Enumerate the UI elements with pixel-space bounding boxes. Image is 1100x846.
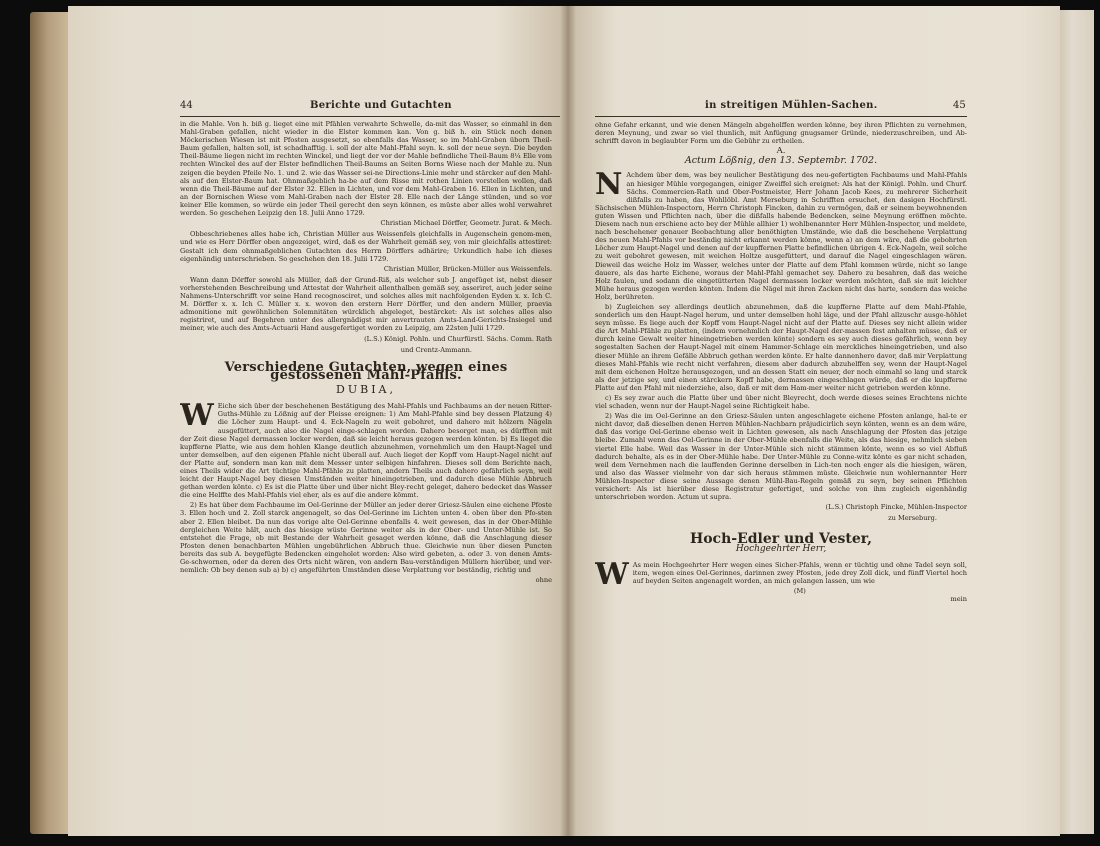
left-signature-1: Christian Michael Dörffer, Geometr. Jurat. & Mech.: [380, 219, 552, 228]
book-gutter: [560, 6, 576, 836]
left-para-1: in die Mahle. Von h. biß g. lieget eine mit Pfählen verwahrte Schwelle, da-mit das Wasser, so einmahl in den Mahl-Graben gefallen, nicht wieder in die Elster kommen kan. Von g. biß h. ein Stück noch denen Möckerischen Wiesen ist mit Pfosten ausgesetzt, so ebenfalls das Wasser, so im Mahl-Graben üborn Theil-Baum gefallen, halten soll, ist schadhafftig. i. soll der alte Mahl-Pfahl seyn. k. soll der neue seyn. Die beyden Theil-Bäume liegen nicht im rechten Winckel, und liegt der vor der Mahle befindliche Theil-Baum 8¼ Elle vom rechten Winckel des auf der Elster befindlichen Theil-Baums an Seiten Borns Wiese nach der Mahle zu. Nun zeigen die beyden Pfeile No. 1. und 2. wie das Wasser sei-ne Directions-Linie mehr und stärcker auf den Mahl-als auf den Elster-Baum hat. Ohnmaßgeblich ha-be auf dem Risse mit rothen Linien vorstellen wollen, daß wenn die Theil-Bäume auf der Elster 32. Ellen in Lichten, und vor dem Mahl-Graben 16. Ellen in Lichten, und an der Bornischen Wiese vom Mahl-Graben nach der Elster 28. Elle nach der Länge stünden, und so vor keiner Elle kommen, so würde ein jeder Theil gerecht den seyn können, es müste aber alles wohl verwahret werden. So geschehen Leipzig den 18. Julii Anno 1729.: [180, 120, 552, 218]
right-para-2: Achdem über dem, was bey neulicher Bestätigung des neu-gefertigten Fachbaums und Mahl-Pfahls an hiesiger Mühle vorgegangen, einiger Zweiffel sich ereignet: Als hat der Königl. Pohln. und Churf. Sächs. Commercien-Rath und Ober-Postmeister, Herr Johann Jacob Kees, zu mehrerer Sicherheit dißfalls zu haben, das Wohllöbl. Amt Merseburg in Schrifften ersuchet, den dasigen Hochfürstl. Sächsischen Mühlen-Inspectorn, Herrn Christoph Fincken, dahin zu vermögen, daß er seinem beywohnenden guten Wissen und Pflichten nach, über die dißfalls habende Bedencken, seine Meynung eröffnen möchte. Diesem nach nun erschiene acto bey der Mühle allhier 1) wohlbenannter Herr Mühlen-Inspector, und meldete, nach beschehener genauer Beobachtung aller benöthigten Umstände, wie daß die beschehene Verplattung des neuen Mahl-Pfahls vor beständig nicht erkannt werden könne, wenn a) an dem wäre, daß die gebohrten Löcher zum Haupt-Nagel und denen auf der kupffernen Platte befindlichen übrigen 4. Eck-Nageln, weil solche zu weit gebohret gewesen, mit weichen Holtze ausgefüttert, und darauf die Nagel eingeschlagen wären. Dieweil das weiche Holz im Wasser, welches unter der Platte auf dem Pfahl kommen würde, nicht so lange dauere, als das harte Eichene, woraus der Mahl-Pfahl gemachet sey. Dahero zu besahren, daß das weiche Holz faulen, und sodann die eingetütterten Nagel dermassen locker werden möchten, daß sie mit leichter Mühe heraus gezogen werden könten. Indem die Nägel mit ihren Zacken nicht das harte, sondern das weiche Holz, berühreten.: [595, 171, 967, 301]
right-para-4: c) Es sey zwar auch die Platte über und über nicht Bleyrecht, doch werde dieses seines Erachtens nichte viel schaden, wenn nur der Haupt-Nagel seine Richtigkeit habe.: [595, 394, 967, 411]
right-letter-subtitle: Hochgeehrter Herr,: [735, 543, 827, 554]
right-body: [595, 121, 967, 826]
left-running-title: Berichte und Gutachten: [310, 100, 452, 111]
left-section-title: Verschiedene Gutachten, wegen eines gestossenen Mahl-Pfahls.: [224, 359, 508, 384]
right-section-letter: A.: [776, 146, 786, 157]
left-para-3: Wann dann Dörffer sowohl als Müller, daß der Grund-Riß, als welcher sub J. angefüget ist, nebst dieser vorherstehenden Beschreibung und Attestat der Wahrheit allenthalben gemäß sey, asseriret, auch jeder seine Nahmens-Unterschrifft vor seine Hand recognosciret, und solches alles mit nachfolgenden Eyden x. x. Ich C. M. Dörffer x. x. Ich C. Müller x. x. wovon den erstern Herr Dörffer, und den andern Müller, praevia admonitione mit gewöhnlichen Solemnitäten würcklich abgeleget, bestärcket: Als ist solches alles also registriret, und auf Begehren unter des allergnädigst mir anvertrauten Amts-Land-Gerichts-Insiegel und meiner, wie auch des Amts-Actuarii Hand ausgefertiget worden zu Leipzig, am 22sten Julii 1729.: [180, 275, 552, 333]
right-letter-title: Hoch-Edler und Vester,: [689, 530, 872, 547]
right-running-title: in streitigen Mühlen-Sachen.: [705, 100, 878, 111]
right-para-6: As mein Hochgeehrter Herr wegen eines Sicher-Pfahls, wenn er tüchtig und ohne Tadel seyn soll, item, wegen eines Oel-Gerinnes, darinnen zwey Pfosten, jede drey Zoll dick, und fünff Viertel hoch auf beyden Seiten angenagelt worden, an mich gelangen lassen, um wie: [632, 560, 967, 585]
left-page-number: 44: [180, 100, 193, 111]
left-signature-3a: (L.S.) Königl. Pohln. und Churfürstl. Sächs. Comm. Rath: [364, 334, 552, 343]
right-para-1: ohne Gefahr erkannt, und wie denen Mängeln abgeholffen werden könne, bey ihren Pflichten zu vernehmen, deren Meynung, und zwar so viel thunlich, mit Anfügung gnugsamer Gründe, niederzuschreiben, und Ab-schrifft davon in beglaubter Form um die Gebühr zu ertheilen.: [595, 121, 967, 146]
left-para-5: 2) Es hat über dem Fachbaume im Oel-Gerinne der Müller an jeder derer Griesz-Säulen eine eichene Pfoste 3. Ellen hoch und 2. Zoll starck angenagelt, so das Oel-Gerinne im Lichten unten 4. oben über den Pfo-sten aber 2. Ellen bleibet. Da nun das vorige alte Oel-Gerinne ebenfalls 4. weit gewesen, das in der Ober-Mühle dergleichen Weite hält, auch das hiesige wüste Gerinne weiter als in der Ober- und Unter-Mühle ist. So entstehet die Frage, ob mit Bestande der Wahrheit gesaget werden könne, daß die Anschlagung dieser Pfosten denen benachbarten Mühlen ungebührlichen Abbruch thue. Gleichwie nun über diesen Puncten bereits das sub A. beygefügte Bedencken eingeholet worden: Also wird gebeten, a. oder 3. von denen Amts-Ge-schwornen, oder da deren des Orts nicht wären, von andern Bau-verständigen Müllern hierüber, und ver-nemlich: Ob bey denen sub a) b) c) angeführten Umständen diese Verplattung vor beständig, richtig und: [180, 501, 552, 575]
right-signature-1: (L.S.) Christoph Fincke, Mühlen-Inspector: [825, 503, 967, 512]
left-section-subtitle: DUBIA,: [336, 383, 396, 397]
book-edge-left: [30, 12, 70, 834]
left-para-2: Obbeschriebenes alles habe ich, Christian Müller aus Weissenfels gleichfalls in Augenschein genom-men, und wie es Herr Dörffer oben angezeiget, wird, daß es der Wahrheit gemäß sey, von mir gleichfalls attestiret: Gestalt ich dem ohnmaßgeblichen Gutachten des Herrn Dörffers adhärire; Urkundlich habe ich dieses eigenhändig unterschrieben. So geschehen den 18. Julii 1729.: [180, 230, 552, 263]
right-para-5: 2) Was die im Oel-Gerinne an den Griesz-Säulen unten angeschlagete eichene Pfosten anlange, hal-te er nicht davor, daß dieselben denen Herren Mühlen-Nachbarn präjudicirlich seyn könten, wenn es an dem wäre, daß das vorige Oel-Gerinne ebenso weit in Lichten gewesen, als nach Anschlagung der Pfosten das jetzige bleibe. Zumahl wenn das Oel-Gerinne in der Ober-Mühle ebenfalls die Weite, als das hiesige, nehmlich sieben viertel Elle habe. Weil das Wasser in der Unter-Mühle sich nicht stämmen könte, wenn es so viel Abfluß dadurch behalte, als es in der Ober-Mühle habe. Der Unter-Mühle zu Conne-witz könte es gar nicht schaden, weil dem Vernehmen nach die lauffenden Gerinne derselben in Lich-ten noch enger als die hiesigen, wären, und also das Wasser vielmehr von dar sich heraus stämmen müste. Gleichwie nun wohlernannter Herr Mühlen-Inspector diese seine Aussage denen Mühl-Bau-Regeln gemäß zu seyn, bey seinen Pflichten versichert: Als ist hierüber diese Registratur gefertiget, und solche von ihm zugleich eigenhändig unterschrieben worden. Actum ut supra.: [595, 412, 967, 502]
right-catchword: mein: [950, 595, 967, 604]
left-head-rule: [180, 116, 560, 117]
right-signature-2: zu Merseburg.: [888, 514, 937, 523]
left-para-4: Eiche sich über der beschehenen Bestätigung des Mahl-Pfahls und Fachbaums an der neuen Ritter-Guths-Mühle zu Lößnig auf der Pleisse ereignen: 1) Am Mahl-Pfahle sind bey dessen Platzung 4) die Löcher zum Haupt- und 4. Eck-Nageln zu weit gebohret, und dahero mit hölzern Nägeln ausgefüttert, auch also die Nagel einge-schlagen worden. Dahero besorget man, es dürfften mit der Zeit diese Nagel dermassen locker werden, daß sie leicht heraus gezogen werden könten. b) Es lieget die kupfferne Platte, wie aus dem hohlen Klange deutlich abzunehmen, vornehmlich um den Haupt-Nagel und unter demselben, auf den eigenen Pfahle nicht überall auf. Auch lieget der Kopff vom Haupt-Nagel nicht auf der Platte auf, sondern man kan mit dem Messer unter selbigen hinfahren. Dieses soll dem Berichte nach, eines Theils wider die Art tüchtige Mahl-Pfähle zu platten, andern Theils auch dahero gefährlich seyn, weil leicht der Haupt-Nagel bey diesen Umständen weiter hineingetrieben, und dadurch diese Mühle Abbruch gethan werden könte. c) Es ist die Platte über und über nicht Bley-recht geleget, dahero bedecket das Wasser die eine Helffte des Mahl-Pfahls viel eher, als es auf die andere kömmt.: [180, 402, 552, 500]
right-dropcap: N: [595, 167, 623, 203]
left-signature-2: Christian Müller, Brücken-Müller aus Weissenfels.: [383, 264, 552, 273]
right-head-rule: [595, 116, 967, 117]
right-dropcap-2: W: [595, 556, 629, 592]
right-date-line: Actum Lößnig, den 13. Septembr. 1702.: [684, 155, 878, 167]
right-signature-mark: (M): [793, 587, 806, 596]
left-body: [180, 120, 552, 826]
left-dropcap: W: [180, 398, 214, 434]
book-edge-right: [1058, 10, 1094, 834]
left-signature-3b: und Crentz-Ammann.: [400, 345, 472, 354]
right-page-number: 45: [953, 100, 966, 111]
left-catchword: ohne: [535, 576, 552, 585]
right-para-3: b) Zugleichen sey allerdings deutlich abzunehmen, daß die kupfferne Platte auf dem Mahl-Pfahle, sonderlich um den Haupt-Nagel herum, und unter demselben hohl läge, und der Pfahl allzuschr ausge-höhlet seyn müsse. Es liege auch der Kopff vom Haupt-Nagel nicht auf der Platte auf. Dieses sey nicht allein wider die Art Mahl-Pfähle zu platten, (indem vornehmlich der Haupt-Nagel der-massen fest anhalten müsse, daß er durch keine Gewalt weiter hineingetrieben werden könte) sondern es sey auch dieses gefährlich, wenn bey sogestalten Sachen der Haupt-Nagel mit einem Hammer-Schlage ein merckliches hineingetrieben, und also dieser Mühle an ihrem Gefälle Abbruch gethan werden könte. Er halte dannenhero davor, daß mir Verplattung dieses Mahl-Pfahls wie recht nicht verfahren, diesem aber dadurch abzuhelffen sey, wenn der Haupt-Nagel mit dem eichenen Holtze herausgezogen, und an dessen Statt ein neuer, der noch einmahl so lang und starck als der jetzige sey, und einen stärckern Kopff habe, dermassen eingeschlagen würde, daß er die kupfferne Platte auf den Pfahl mit niederziehe, also, daß er mit dem Ham-mer weiter nicht getrieben werden könne.: [595, 302, 967, 392]
